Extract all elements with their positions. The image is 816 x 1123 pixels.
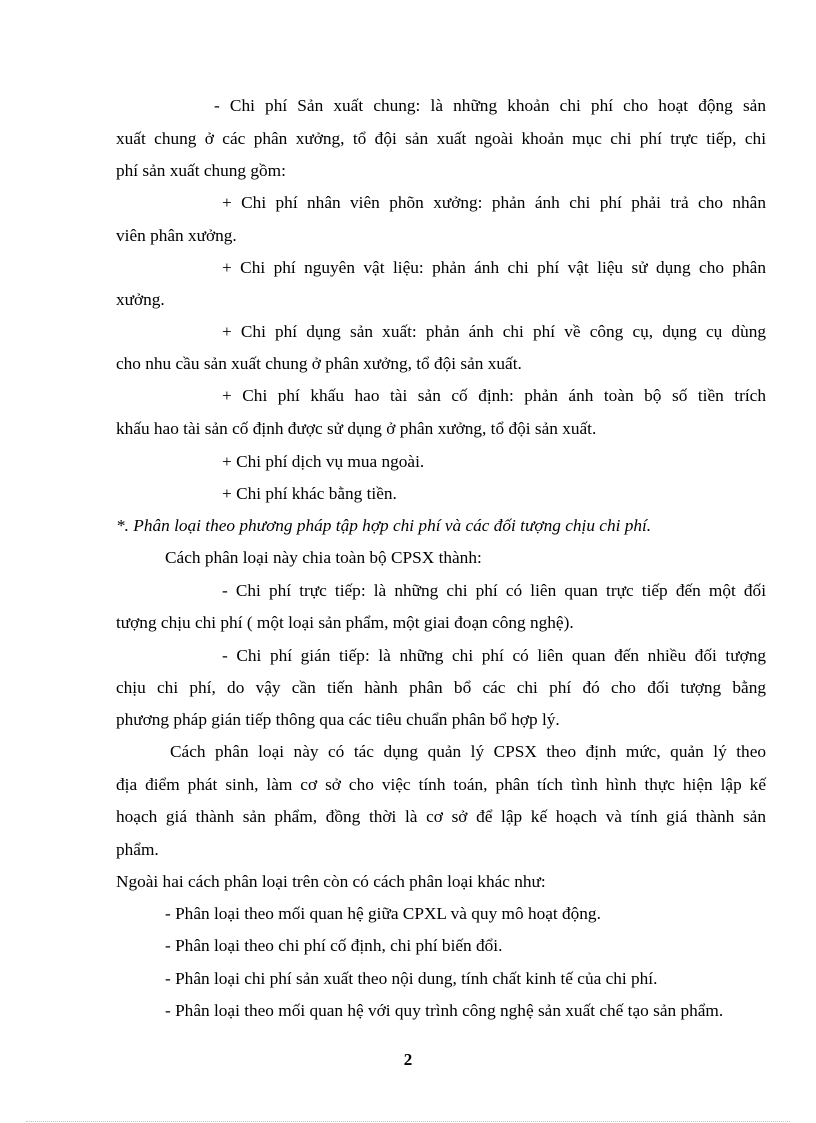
paragraph-line: + Chi phí khác bằng tiền.: [222, 484, 397, 503]
paragraph-line: phẩm.: [116, 840, 159, 859]
list-item: - Phân loại theo chi phí cố định, chi phí biến đổi.: [165, 936, 503, 955]
paragraph-line: - Chi phí Sản xuất chung: là những khoản chi phí cho hoạt động sản: [214, 96, 766, 115]
paragraph-line: địa điểm phát sinh, làm cơ sở cho việc tính toán, phân tích tình hình thực hiện lập kế: [116, 775, 766, 794]
paragraph-line: chịu chi phí, do vậy cần tiến hành phân bổ các chi phí đó cho đối tượng bằng: [116, 678, 766, 697]
paragraph-line: tượng chịu chi phí ( một loại sản phẩm, một giai đoạn công nghệ).: [116, 613, 574, 632]
paragraph-line: cho nhu cầu sản xuất chung ở phân xưởng, tổ đội sản xuất.: [116, 354, 522, 373]
paragraph-line: + Chi phí khấu hao tài sản cố định: phản ánh toàn bộ số tiền trích: [222, 386, 766, 405]
list-item: - Phân loại chi phí sản xuất theo nội dung, tính chất kinh tế của chi phí.: [165, 969, 658, 988]
paragraph-line: - Chi phí trực tiếp: là những chi phí có liên quan trực tiếp đến một đối: [222, 581, 766, 600]
paragraph-line: Cách phân loại này có tác dụng quản lý CPSX theo định mức, quản lý theo: [170, 742, 766, 761]
paragraph-line: xưởng.: [116, 290, 165, 309]
list-item: - Phân loại theo mối quan hệ với quy trình công nghệ sản xuất chế tạo sản phẩm.: [165, 1001, 724, 1020]
paragraph-line: Cách phân loại này chia toàn bộ CPSX thành:: [165, 548, 482, 567]
page-number: 2: [403, 1050, 413, 1069]
paragraph-line: + Chi phí dịch vụ mua ngoài.: [222, 452, 425, 471]
paragraph-line: phí sản xuất chung gồm:: [116, 161, 286, 180]
paragraph-line: + Chi phí dụng sản xuất: phản ánh chi phí về công cụ, dụng cụ dùng: [222, 322, 766, 341]
paragraph-line: khấu hao tài sản cố định được sử dụng ở phân xưởng, tổ đội sản xuất.: [116, 419, 597, 438]
paragraph-line: - Chi phí gián tiếp: là những chi phí có liên quan đến nhiều đối tượng: [222, 646, 766, 665]
paragraph-line: viên phân xưởng.: [116, 226, 237, 245]
paragraph-line: Ngoài hai cách phân loại trên còn có cách phân loại khác như:: [116, 872, 546, 891]
paragraph-line: hoạch giá thành sản phẩm, đồng thời là cơ sở để lập kế hoạch và tính giá thành sản: [116, 807, 766, 826]
paragraph-line: + Chi phí nguyên vật liệu: phản ánh chi phí vật liệu sử dụng cho phân: [222, 258, 766, 277]
page-border-dots: [26, 1121, 790, 1122]
list-item: - Phân loại theo mối quan hệ giữa CPXL và quy mô hoạt động.: [165, 904, 601, 923]
paragraph-line: + Chi phí nhân viên phõn xưởng: phản ánh chi phí phải trả cho nhân: [222, 193, 766, 212]
paragraph-line: phương pháp gián tiếp thông qua các tiêu chuẩn phân bổ hợp lý.: [116, 710, 560, 729]
section-heading: *. Phân loại theo phương pháp tập hợp chi phí và các đối tượng chịu chi phí.: [116, 516, 652, 535]
paragraph-line: xuất chung ở các phân xưởng, tổ đội sản xuất ngoài khoản mục chi phí trực tiếp, chi: [116, 129, 766, 148]
